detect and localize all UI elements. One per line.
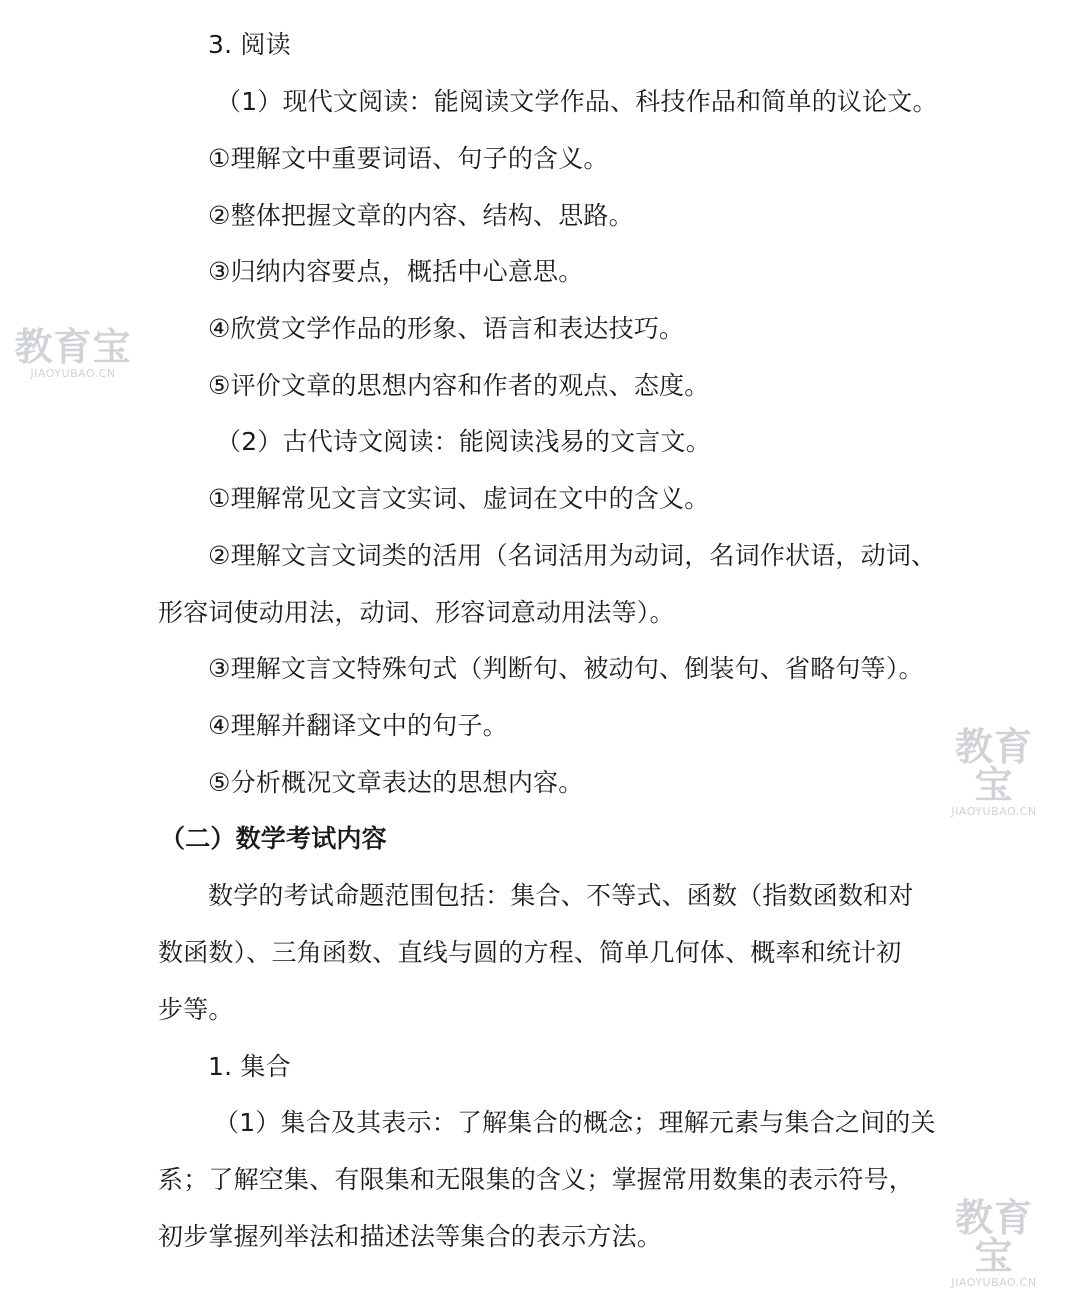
list-item: ③理解文言文特殊句式（判断句、被动句、倒装句、省略句等）。 [208,654,924,683]
paragraph-line: 系；了解空集、有限集和无限集的含义；掌握常用数集的表示符号， [158,1165,915,1194]
watermark-logo [938,1196,1050,1289]
section-heading-math: （二）数学考试内容 [160,824,387,853]
list-item: ①理解文中重要词语、句子的含义。 [208,144,609,173]
watermark-text: 教育宝 [954,1196,1033,1278]
watermark-text: 教育宝 [954,725,1033,807]
list-item: ⑤评价文章的思想内容和作者的观点、态度。 [208,371,710,400]
list-item: ①理解常见文言文实词、虚词在文中的含义。 [208,484,710,513]
reading-heading: 3. 阅读 [208,30,291,59]
list-item-continuation: 形容词使动用法，动词、形容词意动用法等）。 [158,598,675,627]
paragraph-line: 初步掌握列举法和描述法等集合的表示方法。 [158,1222,663,1251]
list-item: ⑤分析概况文章表达的思想内容。 [208,768,584,797]
watermark-text: 教育宝 [14,325,132,369]
paragraph-line: （1）集合及其表示：了解集合的概念；理解元素与集合之间的关 [214,1108,936,1137]
paragraph-line: 数学的考试命题范围包括：集合、不等式、函数（指数函数和对 [208,881,914,910]
modern-reading-item: （1）现代文阅读：能阅读文学作品、科技作品和简单的议论文。 [216,87,938,116]
list-item: ②整体把握文章的内容、结构、思路。 [208,201,634,230]
classical-reading-item: （2）古代诗文阅读：能阅读浅易的文言文。 [216,427,711,456]
watermark-logo [938,725,1050,818]
list-item: ④欣赏文学作品的形象、语言和表达技巧。 [208,314,685,343]
watermark-url: JIAOYUBAO.CN [951,805,1037,818]
watermark-logo [14,325,132,380]
watermark-url: JIAOYUBAO.CN [30,367,116,380]
list-item: ③归纳内容要点，概括中心意思。 [208,257,584,286]
list-item: ④理解并翻译文中的句子。 [208,711,508,740]
paragraph-line: 数函数）、三角函数、直线与圆的方程、简单几何体、概率和统计初 [158,938,902,967]
paragraph-line: 步等。 [158,995,234,1024]
subsection-heading-sets: 1. 集合 [208,1052,291,1081]
list-item: ②理解文言文词类的活用（名词活用为动词，名词作状语，动词、 [208,541,937,570]
watermark-url: JIAOYUBAO.CN [951,1276,1037,1289]
